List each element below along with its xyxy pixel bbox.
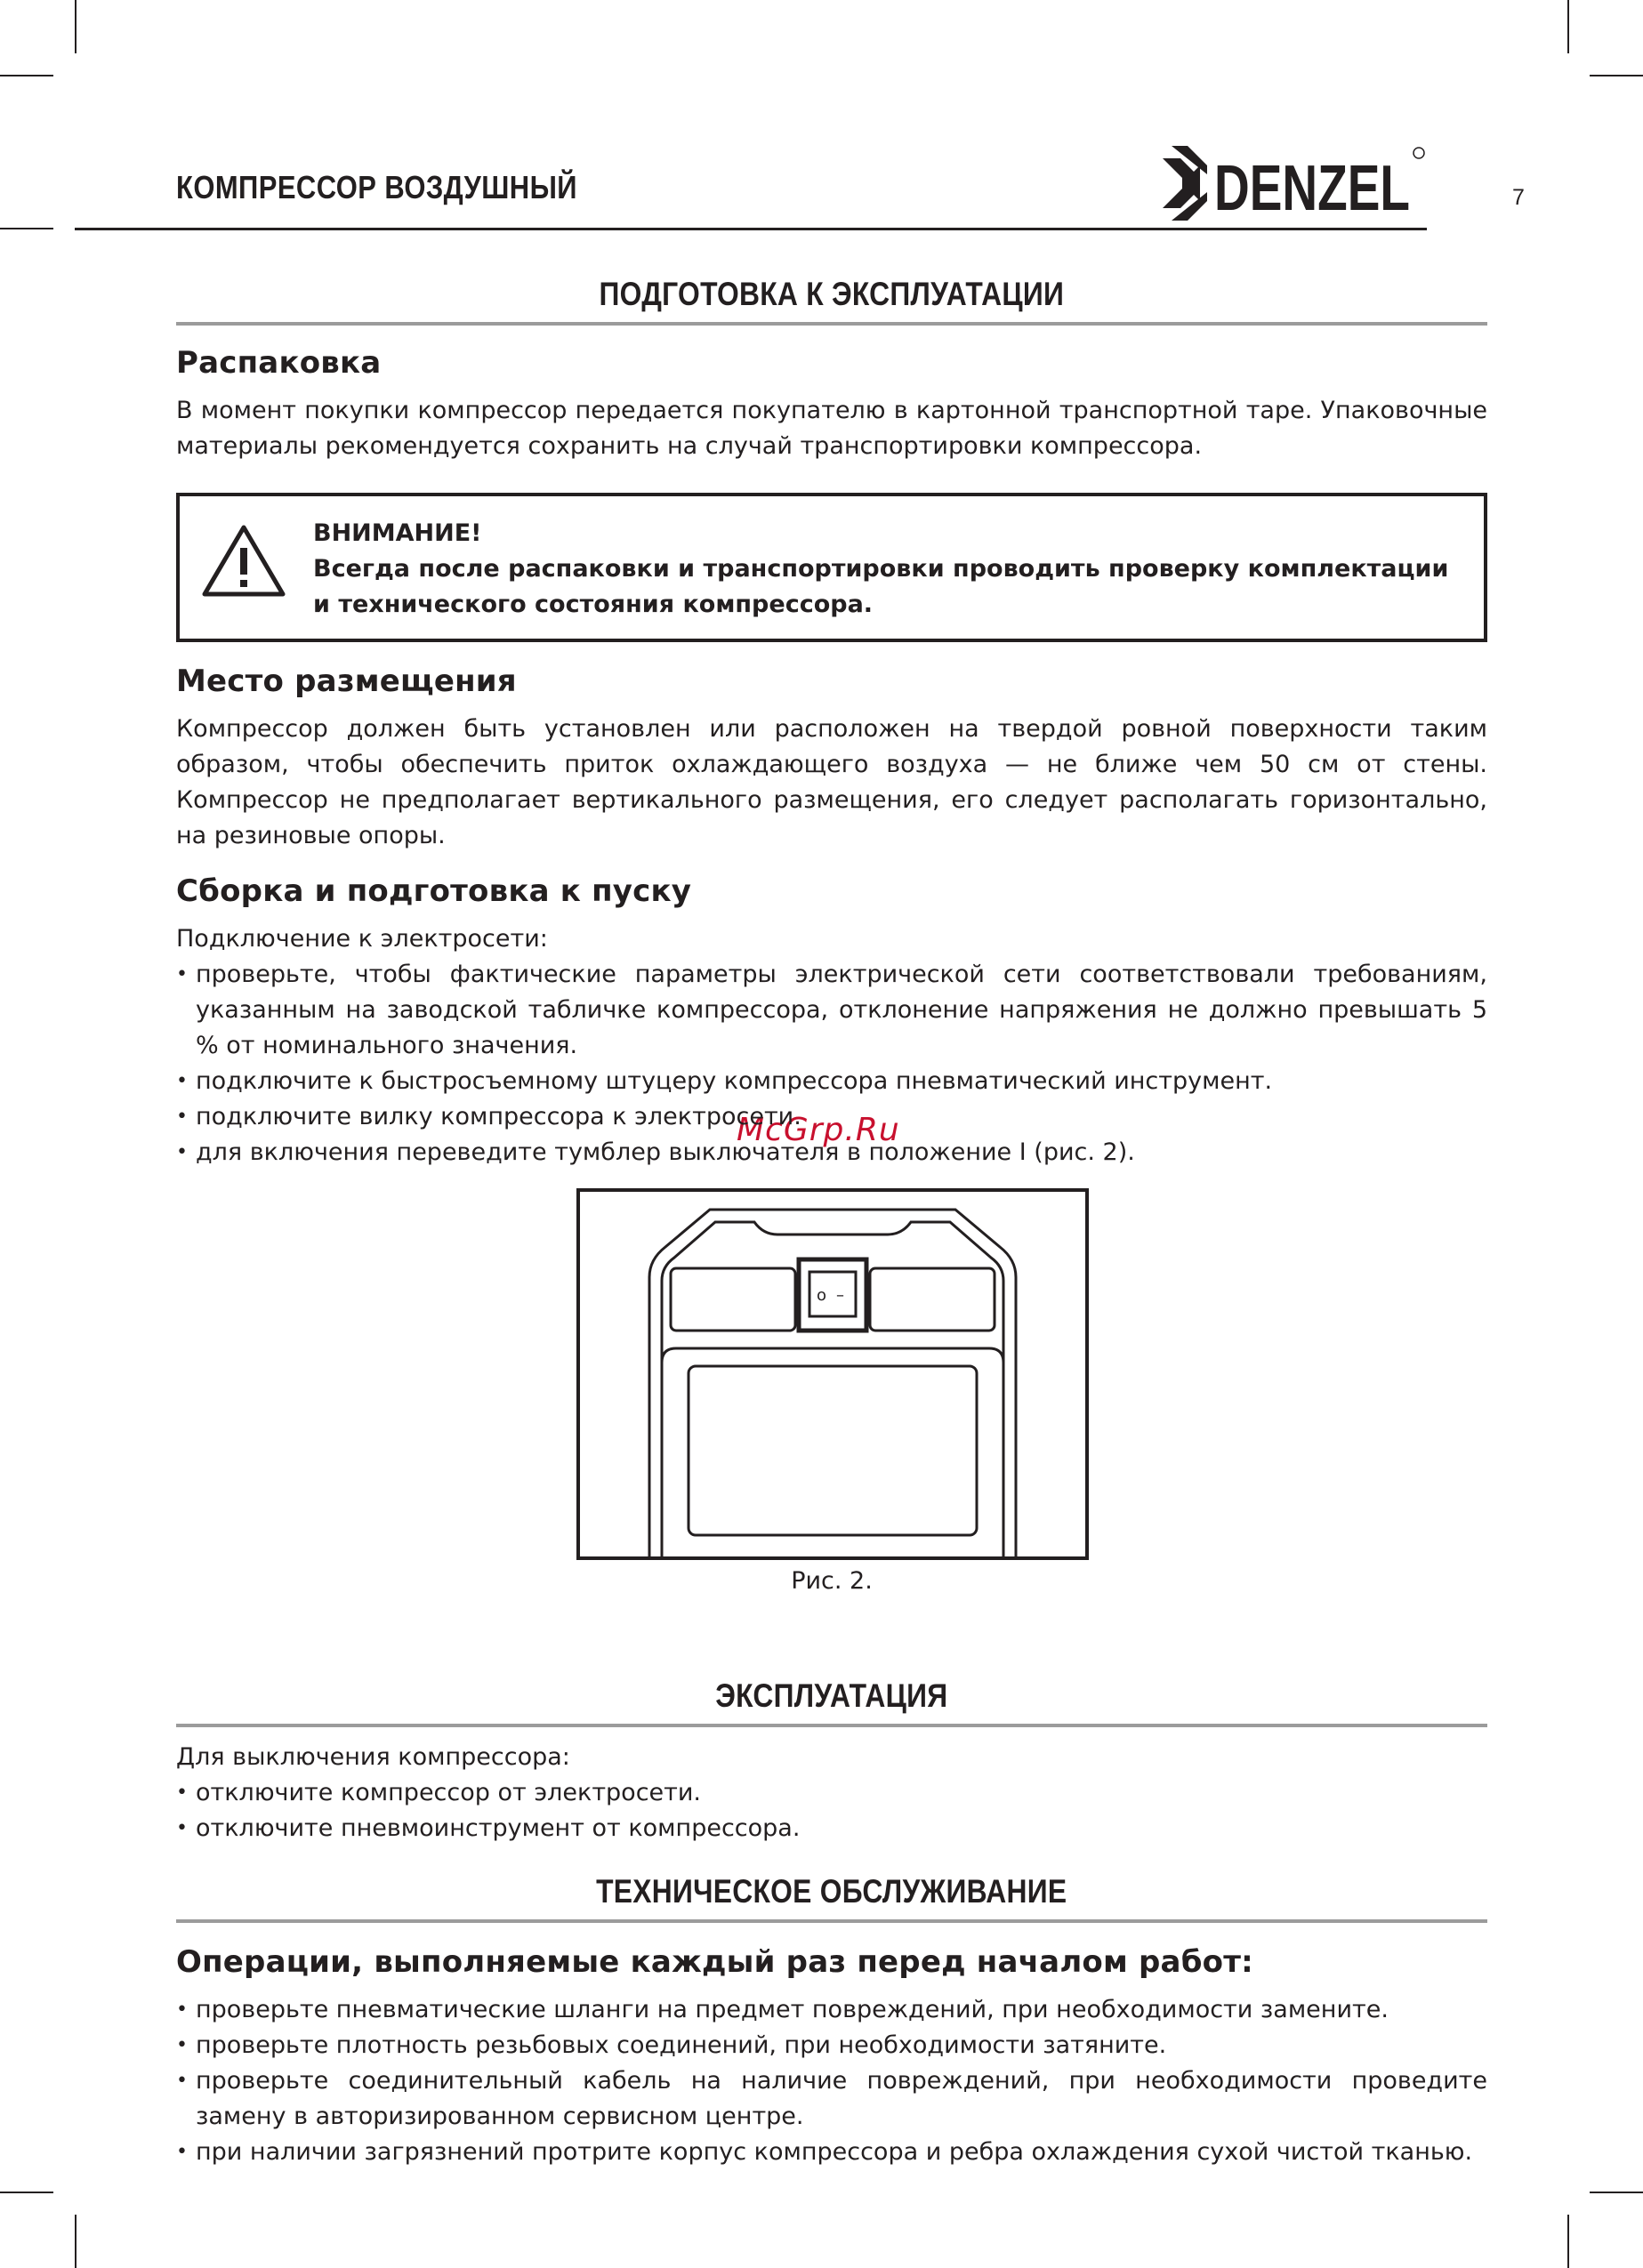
switch-off-symbol: o [817,1286,827,1305]
compressor-switch-illustration [576,1188,1089,1560]
figure-caption: Рис. 2. [791,1567,873,1595]
list-item: • при наличии загрязнений протрите корпус компрессора и ребра охлаждения сухой чистой тканью. [176,2135,1487,2170]
placement-text: Компрессор должен быть установлен или расположен на твердой ровной поверхности таким образом, чтобы обеспечить приток охлаждающего воздуха — не ближе чем 50 см от стены. Компрессор не предполагает вертикального размещения, его следует располагать горизонтально, на резиновые опоры. [176,715,1487,849]
warning-text: Всегда после распаковки и транспортировки проводить проверку комплектации и технического состояния компрессора. [313,555,1449,618]
crop-mark [0,2192,53,2193]
operation-list [176,1775,1487,1846]
assembly-list [176,957,1487,1170]
crop-mark [75,2215,77,2268]
section-heading-preparation: ПОДГОТОВКА К ЭКСПЛУАТАЦИИ [176,276,1487,326]
heading-unpacking: Распаковка [176,345,382,381]
list-item: • подключите к быстросъемному штуцеру компрессора пневматический инструмент. [176,1064,1487,1099]
operation-intro: Для выключения компрессора: [176,1743,570,1771]
heading-placement: Место размещения [176,664,517,699]
denzel-logo [1161,142,1428,227]
heading-maintenance-ops: Операции, выполняемые каждый раз перед началом работ: [176,1944,1253,1980]
warning-title: ВНИМАНИЕ! [313,519,482,547]
page-number: 7 [1512,185,1525,210]
crop-mark [1567,0,1569,53]
page-content [176,276,1487,2170]
crop-mark [1567,2215,1569,2268]
list-item: • подключите вилку компрессора к электросети. [176,1099,1487,1135]
figure-2 [176,1170,1487,1677]
heading-assembly: Сборка и подготовка к пуску [176,873,692,909]
assembly-intro: Подключение к электросети: [176,925,548,953]
section-heading-operation: ЭКСПЛУАТАЦИЯ [176,1677,1487,1727]
list-item: • для включения переведите тумблер выключателя в положение I (рис. 2). [176,1135,1487,1170]
maintenance-list [176,1992,1487,2170]
list-item: • проверьте соединительный кабель на наличие повреждений, при необходимости проведите замену в авторизированном сервисном центре. [176,2063,1487,2135]
crop-mark [0,75,53,76]
list-item: • проверьте, чтобы фактические параметры электрической сети соответствовали требованиям, указанным на заводской табличке компрессора, отклонение напряжения не должно превышать 5 % от номинального значения. [176,957,1487,1064]
crop-mark [1590,2192,1643,2193]
list-item: • проверьте пневматические шланги на предмет повреждений, при необходимости замените. [176,1992,1487,2028]
warning-box [176,493,1487,642]
crop-mark [0,228,53,229]
unpacking-text: В момент покупки компрессор передается покупателю в картонной транспортной таре. Упаковочные материалы рекомендуется сохранить на случай транспортировки компрессора. [176,397,1487,460]
section-heading-maintenance: ТЕХНИЧЕСКОЕ ОБСЛУЖИВАНИЕ [176,1873,1487,1923]
switch-on-symbol: – [836,1286,844,1305]
crop-mark [1590,75,1643,76]
list-item: • отключите пневмоинструмент от компрессора. [176,1811,1487,1846]
brand-name: DENZEL [1214,153,1410,224]
warning-triangle-icon [201,523,286,599]
document-header-title: КОМПРЕССОР ВОЗДУШНЫЙ [176,169,577,205]
list-item: • отключите компрессор от электросети. [176,1775,1487,1811]
watermark: McGrp.Ru [737,1112,900,1148]
crop-mark [75,0,77,53]
list-item: • проверьте плотность резьбовых соединений, при необходимости затяните. [176,2028,1487,2063]
header-rule [75,228,1427,230]
